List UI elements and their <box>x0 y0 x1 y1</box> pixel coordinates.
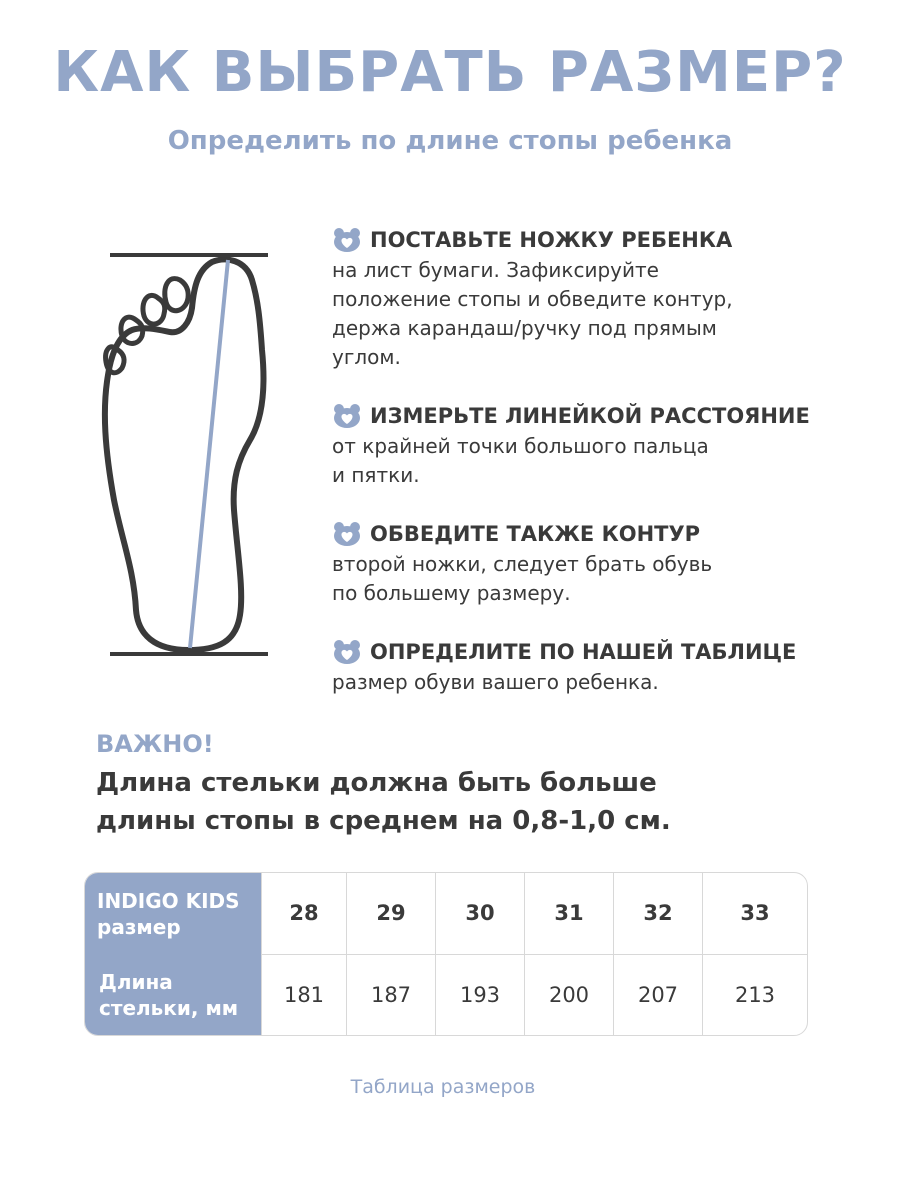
size-column <box>346 873 435 1035</box>
size-cell: 32 <box>614 873 702 955</box>
bear-head-icon <box>332 521 362 547</box>
length-cell: 213 <box>734 982 776 1007</box>
step-text: второй ножки, следует брать обувь по большему размеру. <box>332 552 713 605</box>
step-title: ИЗМЕРЬТЕ ЛИНЕЙКОЙ РАССТОЯНИЕ <box>370 404 810 428</box>
length-cell: 207 <box>637 982 679 1007</box>
instruction-steps <box>332 224 852 725</box>
important-text: Длина стельки должна быть больше длины стопы в среднем на 0,8-1,0 см. <box>96 768 671 836</box>
size-column <box>613 873 702 1035</box>
foot-outline-icon <box>100 250 280 660</box>
step-item <box>332 224 852 372</box>
length-cell: 181 <box>283 982 325 1007</box>
step-item <box>332 400 852 490</box>
bear-head-icon <box>332 227 362 253</box>
step-item <box>332 518 852 608</box>
size-column <box>702 873 807 1035</box>
length-cell: 187 <box>370 982 412 1007</box>
step-title: ПОСТАВЬТЕ НОЖКУ РЕБЕНКА <box>370 228 733 252</box>
step-text: от крайней точки большого пальца и пятки. <box>332 434 709 487</box>
size-row-label-unit: размер <box>97 914 181 939</box>
important-label: ВАЖНО! <box>96 730 214 758</box>
step-text: на лист бумаги. Зафиксируйте положение стопы и обведите контур, держа карандаш/ручку под прямым углом. <box>332 258 733 369</box>
size-row-label <box>85 873 261 954</box>
length-cell: 193 <box>459 982 501 1007</box>
step-item <box>332 636 852 697</box>
step-text: размер обуви вашего ребенка. <box>332 670 659 694</box>
size-cell: 28 <box>262 873 346 955</box>
size-column <box>261 873 346 1035</box>
size-cell: 30 <box>436 873 524 955</box>
row-labels <box>85 873 261 1035</box>
bear-head-icon <box>332 639 362 665</box>
bear-head-icon <box>332 403 362 429</box>
step-title: ОПРЕДЕЛИТЕ ПО НАШЕЙ ТАБЛИЦЕ <box>370 640 797 664</box>
length-row-label-line1: Длина <box>99 969 173 994</box>
size-cell: 31 <box>525 873 613 955</box>
page-title: КАК ВЫБРАТЬ РАЗМЕР? <box>53 40 847 105</box>
step-title: ОБВЕДИТЕ ТАКЖЕ КОНТУР <box>370 522 701 546</box>
size-columns <box>261 873 807 1035</box>
size-row-label-brand: INDIGO KIDS <box>97 888 240 913</box>
length-row-label <box>85 954 261 1035</box>
size-column <box>524 873 613 1035</box>
size-cell: 33 <box>703 873 807 955</box>
size-column <box>435 873 524 1035</box>
length-cell: 200 <box>548 982 590 1007</box>
table-caption: Таблица размеров <box>350 1076 536 1098</box>
size-cell: 29 <box>347 873 435 955</box>
size-table <box>84 872 808 1036</box>
page-subtitle: Определить по длине стопы ребенка <box>167 126 733 156</box>
length-row-label-line2: стельки, мм <box>99 995 239 1020</box>
